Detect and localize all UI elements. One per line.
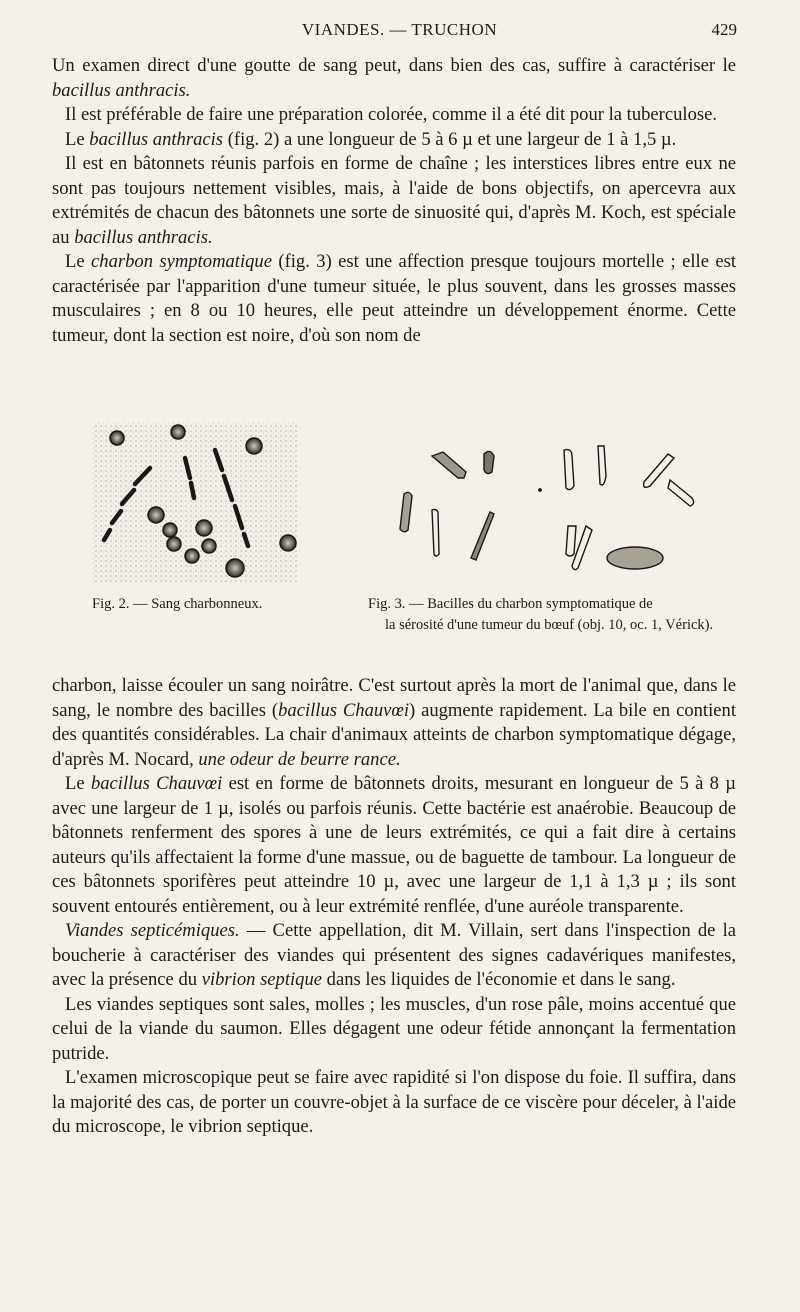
italic-term: bacillus anthracis.: [52, 79, 191, 101]
bacilli-drawing: [380, 430, 710, 590]
paragraph: L'examen microscopique peut se faire avec rapidité si l'on dispose du foie. Il suffira, dans la majorité des cas, de porter un couvre-objet à la surface de ce viscère pour déceler, à l'aide du microscope, le vibrion septique.: [52, 1067, 736, 1137]
paragraph: Un examen direct d'une goutte de sang peut, dans bien des cas, suffire à caractériser le bacillus anthracis.: [52, 55, 736, 101]
figure-3-caption: [368, 594, 738, 636]
paragraph: Le bacillus anthracis (fig. 2) a une longueur de 5 à 6 µ et une largeur de 1 à 1,5 µ.: [65, 128, 677, 150]
figure-3-caption-rest: la sérosité d'une tumeur du bœuf (obj. 10, oc. 1, Vérick).: [385, 617, 714, 633]
italic-term: vibrion septique: [201, 969, 323, 990]
italic-term: une odeur de beurre rance.: [198, 748, 401, 770]
figure-2-illustration: [90, 420, 302, 590]
paragraph: Viandes septicémiques. — Cette appellation, dit M. Villain, sert dans l'inspection de la boucherie à caractériser des viandes qui présentent des signes cadavériques manifestes, avec la présence du vibrion septique dans les liquides de l'économie et dans le sang.: [52, 920, 736, 990]
figure-3-caption-line1: Fig. 3. — Bacilles du charbon symptomatique de: [368, 596, 653, 612]
body-text-top: [52, 54, 736, 348]
paragraph: Les viandes septiques sont sales, molles ; les muscles, d'un rose pâle, moins accentué que celui de la viande du saumon. Elles dégagent une odeur fétide annonçant la fermentation putride.: [52, 993, 736, 1064]
blood-smear-drawing: [90, 420, 302, 590]
figure-3-illustration: [380, 430, 710, 590]
paragraph: Le bacillus Chauvœi est en forme de bâtonnets droits, mesurant en longueur de 5 à 8 µ avec une largeur de 1 µ, isolés ou parfois réunis. Cette bactérie est anaérobie. Beaucoup de bâtonnets renferment des spores à une de leurs extrémités, ce qui a fait dire à certains auteurs qu'ils affectaient la forme d'une massue, ou de baguette de tambour. La longueur de ces bâtonnets sporifères peut atteindre 10 µ, avec une largeur de 1,1 à 1,3 µ ; ils sont souvent entourés entièrement, ou à leur extrémité renflée, d'une auréole transparente.: [52, 773, 737, 917]
paragraph: Le charbon symptomatique (fig. 3) est une affection presque toujours mortelle ; elle est caractérisée par l'apparition d'une tumeur située, le plus souvent, dans les grosses masses musculaires ; en 8 ou 10 heures, elle peut atteindre un développement énorme. Cette tumeur, dont la section est noire, d'où son nom de: [52, 251, 737, 346]
page-number: 429: [711, 20, 737, 39]
italic-term: charbon symptomatique: [91, 251, 272, 272]
paragraph: Il est en bâtonnets réunis parfois en forme de chaîne ; les interstices libres entre eux ne sont pas toujours nettement visibles, mais, à l'aide de bons objectifs, on apercevra aux extrémités de chacun des bâtonnets une sorte de sinuosité qui, d'après M. Koch, est spéciale au bacillus anthracis.: [52, 153, 736, 248]
italic-term: bacillus Chauvœi: [278, 699, 409, 721]
paragraph: charbon, laisse écouler un sang noirâtre. C'est surtout après la mort de l'animal que, dans le sang, le nombre des bacilles (bacillus Chauvœi) augmente rapidement. La bile en contient des quantités considérables. La chair d'animaux atteints de charbon symptomatique dégage, d'après M. Nocard, une odeur de beurre rance.: [52, 675, 736, 770]
italic-term: Viandes septicémiques.: [65, 920, 240, 941]
body-text-bottom: [52, 674, 736, 1140]
italic-term: bacillus anthracis: [89, 128, 224, 150]
running-title: VIANDES. — TRUCHON: [301, 20, 498, 39]
page-header: [62, 16, 737, 42]
paragraph: Il est préférable de faire une préparation colorée, comme il a été dit pour la tuberculose.: [65, 104, 718, 125]
italic-term: bacillus Chauvœi: [90, 773, 223, 794]
figure-2-caption: Fig. 2. — Sang charbonneux.: [92, 596, 263, 612]
italic-term: bacillus anthracis.: [74, 226, 213, 248]
